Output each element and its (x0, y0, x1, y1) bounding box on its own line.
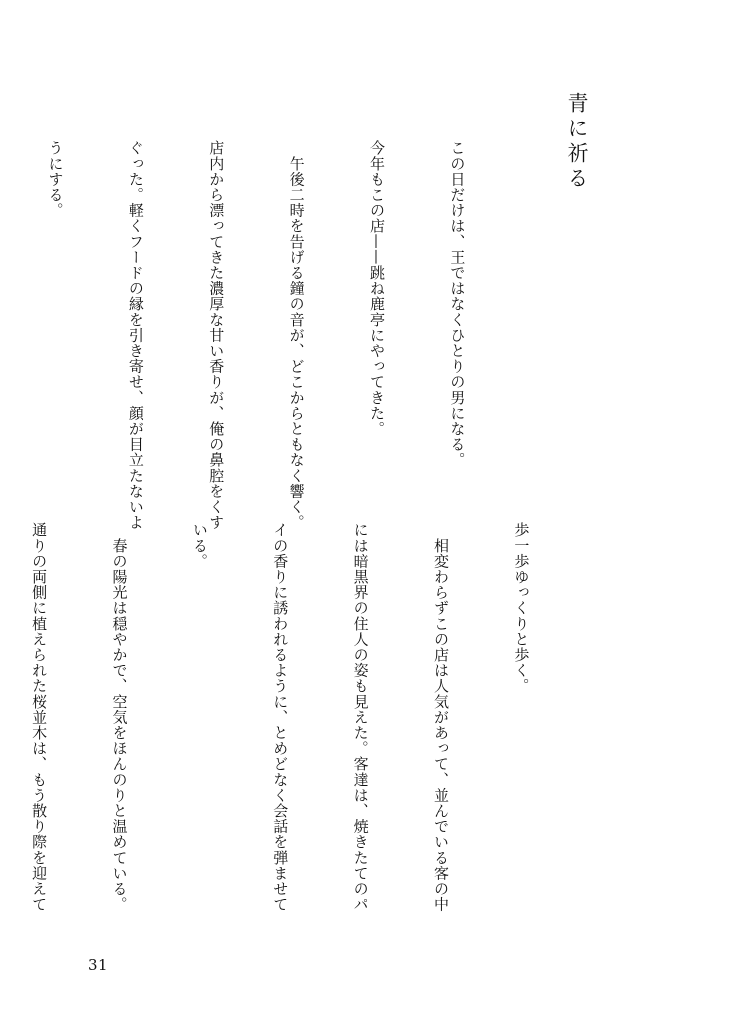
text-column: この日だけは、王ではなくひとりの男になる。 (448, 140, 467, 468)
text-column: 通りの両側に植えられた桜並木は、もう散り際を迎えて (30, 522, 49, 912)
text-column: いる。 (190, 522, 209, 569)
text-column: うにする。 (46, 140, 65, 218)
text-column: ぐった。軽くフードの縁を引き寄せ、顔が目立たないよ (126, 140, 145, 530)
text-column: 春の陽光は穏やかで、空気をほんのりと温めている。 (110, 522, 129, 912)
text-column: 歩一歩ゆっくりと歩く。 (512, 522, 531, 694)
text-column: 今年もこの店——跳ね鹿亭にやってきた。 (368, 140, 387, 437)
text-column: 店内から漂ってきた濃厚な甘い香りが、俺の鼻腔をくす (207, 140, 226, 530)
upper-text-block (0, 140, 524, 530)
page-number: 31 (88, 956, 109, 974)
text-column: 午後二時を告げる鐘の音が、どこからともなく響く。 (287, 140, 306, 530)
text-column: 相変わらずこの店は人気があって、並んでいる客の中 (432, 522, 451, 912)
lower-text-block (0, 522, 588, 940)
chapter-title: 青に祈る (565, 92, 589, 192)
text-column: イの香りに誘われるように、とめどなく会話を弾ませて (271, 522, 290, 912)
text-column: には暗黒界の住人の姿も見えた。客達は、焼きたてのパ (351, 522, 370, 912)
